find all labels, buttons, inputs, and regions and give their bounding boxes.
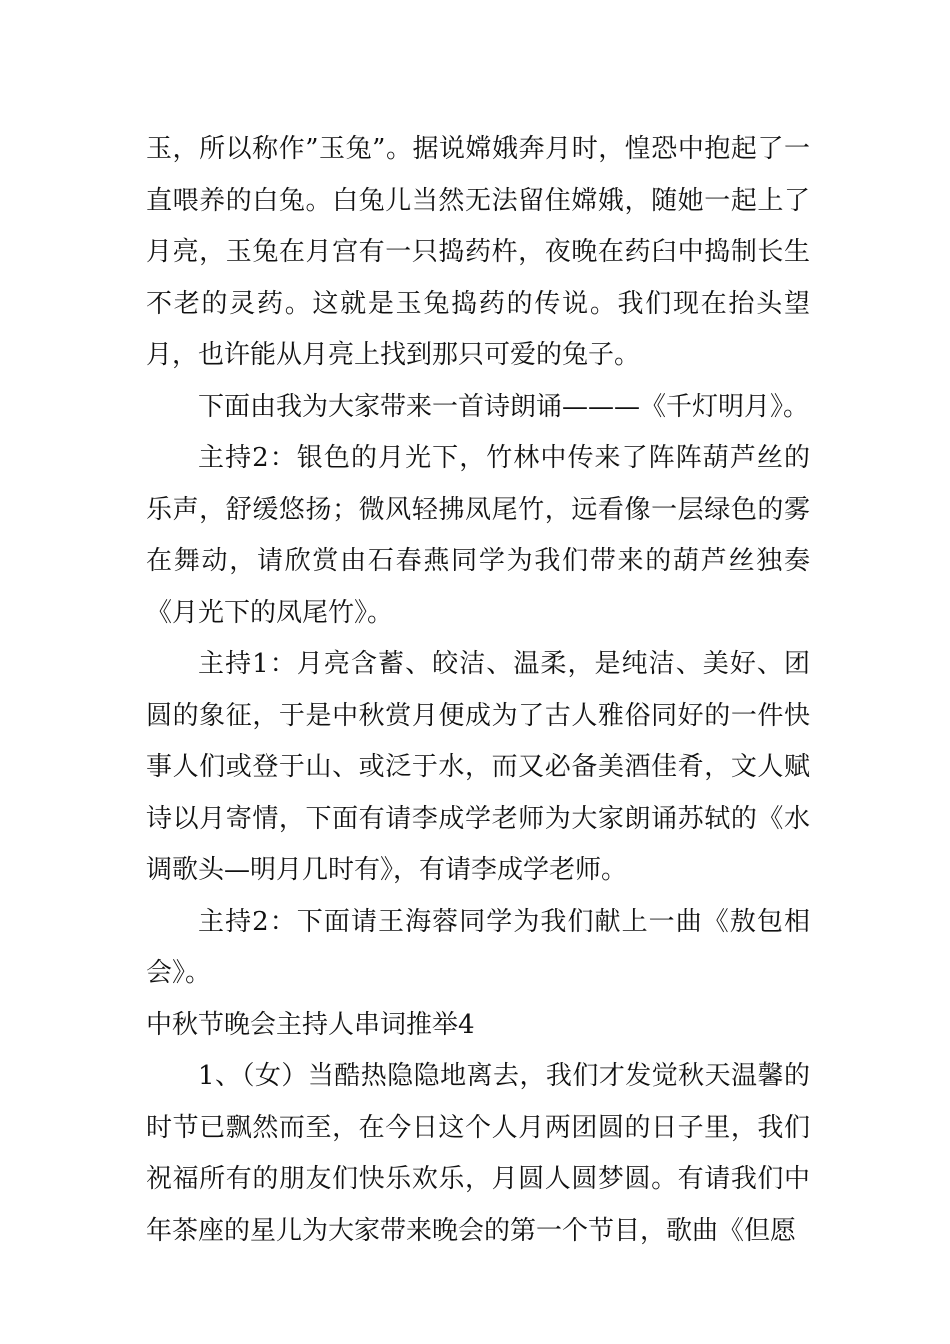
paragraph-2: 下面由我为大家带来一首诗朗诵———《千灯明月》。 (198, 391, 810, 422)
paragraph-5: 主持2：下面请王海蓉同学为我们献上一曲《敖包相会》。 (146, 906, 810, 988)
document-body (146, 124, 810, 1257)
section-heading: 中秋节晚会主持人串词推举4 (146, 1009, 475, 1040)
paragraph-6: 1、（女）当酷热隐隐地离去，我们才发觉秋天温馨的时节已飘然而至，在今日这个人月两团圆的日子里，我们祝福所有的朋友们快乐欢乐，月圆人圆梦圆。有请我们中年茶座的星儿为大家带来晚会的第一个节目，歌曲《但愿 (146, 1061, 810, 1246)
paragraph-3: 主持2：银色的月光下，竹林中传来了阵阵葫芦丝的乐声，舒缓悠扬；微风轻拂凤尾竹，远看像一层绿色的雾在舞动，请欣赏由石春燕同学为我们带来的葫芦丝独奏《月光下的凤尾竹》。 (146, 443, 810, 628)
paragraph-1: 玉，所以称作”玉兔”。据说嫦娥奔月时，惶恐中抱起了一直喂养的白兔。白兔儿当然无法留住嫦娥，随她一起上了月亮，玉兔在月宫有一只捣药杵，夜晚在药臼中捣制长生不老的灵药。这就是玉兔捣药的传说。我们现在抬头望月，也许能从月亮上找到那只可爱的兔子。 (146, 134, 810, 370)
paragraph-4: 主持1：月亮含蓄、皎洁、温柔，是纯洁、美好、团圆的象征，于是中秋赏月便成为了古人雅俗同好的一件快事人们或登于山、或泛于水，而又必备美酒佳肴，文人赋诗以月寄情，下面有请李成学老师为大家朗诵苏轼的《水调歌头—明月几时有》，有请李成学老师。 (146, 649, 810, 885)
